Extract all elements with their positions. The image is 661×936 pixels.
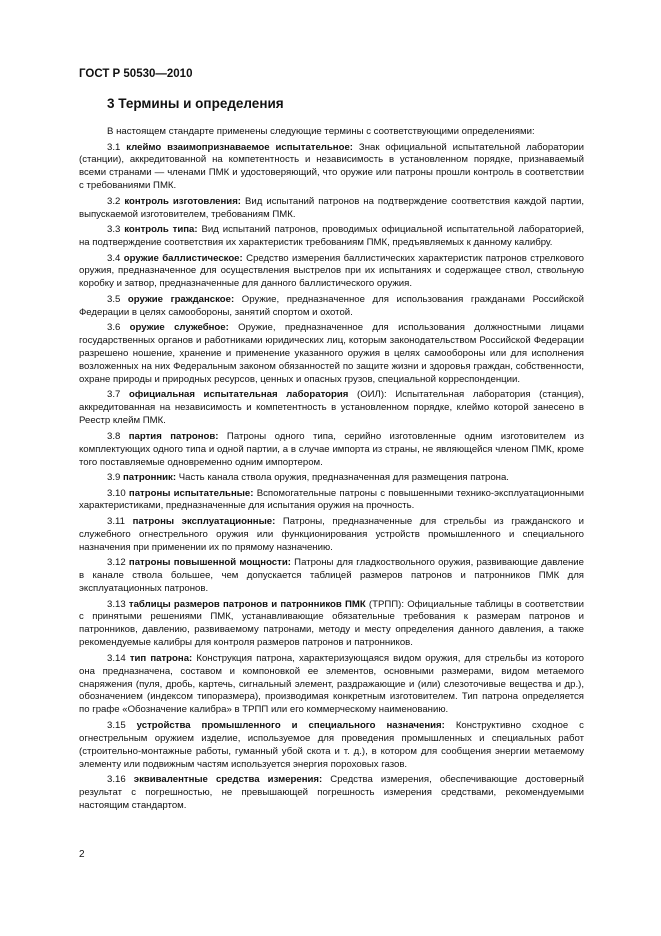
- term-name: патроны повышенной мощности:: [128, 557, 291, 569]
- term-name: контроль изготовления:: [124, 195, 241, 207]
- term-definition: Конструкция патрона, характеризующаяся видом оружия, для стрельбы из которого она предназначена, составом и компоновкой ее элементов, основными размерами, видом метаемого снаряжения (пуля, дробь, картечь, сигнальный элемент, раздражающие и (или) слезоточивые вещества и др.), обозначением (индексом типоразмера), производимая конкретным изготовителем. Тип патрона определяется по графе «Обозначение калибра» в ТРПП или его коммерческому наименованию.: [79, 652, 584, 716]
- term-entry: [79, 142, 584, 194]
- term-definition: Вид испытаний патронов на подтверждение соответствия каждой партии, выпускаемой изготовителем, требованиям ПМК.: [79, 195, 584, 220]
- section-title: 3 Термины и определения: [107, 96, 284, 111]
- term-name: патроны эксплуатационные:: [132, 515, 276, 527]
- term-definition: Патроны для гладкоствольного оружия, развивающие давление в канале ствола большее, чем допускается таблицей размеров патронов и патронников ПМК для эксплуатационных патронов.: [79, 557, 584, 595]
- term-number: 3.3: [107, 224, 121, 236]
- section-body: [79, 126, 584, 815]
- term-name: партия патронов:: [128, 430, 219, 442]
- term-number: 3.15: [107, 719, 126, 731]
- term-name: контроль типа:: [124, 224, 198, 236]
- term-number: 3.11: [107, 515, 125, 527]
- term-definition: Знак официальной испытательной лаборатории (станции), аккредитованной на компетентность и независимость в установленном порядке, признаваемый всеми странами — членами ПМК и удостоверяющий, что оружие или патроны прошли контроль в соответствии с требованиями ПМК.: [79, 141, 585, 192]
- term-entry: [79, 322, 584, 387]
- term-name: эквивалентные средства измерения:: [133, 774, 323, 786]
- term-entry: [79, 557, 584, 596]
- term-entry: [79, 653, 584, 718]
- term-definition: Патроны, предназначенные для стрельбы из гражданского и служебного огнестрельного оружия или функционирования устройств промышленного и специального назначения при применении их по прямому назначению.: [79, 515, 585, 553]
- term-entry: [79, 196, 584, 222]
- term-number: 3.12: [107, 557, 126, 569]
- term-number: 3.10: [107, 487, 126, 499]
- term-number: 3.6: [107, 322, 121, 334]
- term-definition: Патроны одного типа, серийно изготовленные одним изготовителем из комплектующих одного типа и одной партии, а в случае импорта из страны, не являющейся членом ПМК, кроме того поставляемые одновременно одним импортером.: [79, 430, 584, 468]
- term-name: тип патрона:: [129, 652, 193, 664]
- term-definition: Вспомогательные патроны с повышенными технико-эксплуатационными характеристиками, предназначенные для испытания оружия на прочность.: [79, 487, 584, 512]
- term-number: 3.16: [107, 774, 126, 786]
- term-entry: [79, 224, 584, 250]
- term-entry: [79, 472, 584, 485]
- term-definition: Средства измерения, обеспечивающие достоверный результат с погрешностью, не превышающей погрешность измерения средствами, рекомендуемыми настоящим стандартом.: [79, 774, 584, 811]
- term-entry: [79, 774, 584, 813]
- term-definition: Оружие, предназначенное для использования должностными лицами государственных органов и работниками юридических лиц, которым законодательством Российской Федерации разрешено ношение, хранение и применение указанного оружия в целях самообороны или для исполнения возложенных на них Федеральным законом обязанностей по защите жизни и здоровья граждан, собственности, охране природы и природных ресурсов, ценных и опасных грузов, специальной корреспонденции.: [79, 322, 585, 385]
- term-number: 3.9: [107, 472, 121, 483]
- term-name: оружие баллистическое:: [123, 252, 243, 264]
- term-entry: [79, 720, 584, 772]
- term-entry: [79, 294, 584, 320]
- term-definition: Средство измерения баллистических характеристик патронов стрелкового оружия, предназначенное для осуществления выстрелов при их испытаниях и содержащее ствол, ствольную коробку и затвор, предназначенные для данного баллистического оружия.: [79, 252, 585, 290]
- term-number: 3.8: [107, 430, 121, 442]
- term-name: патроны испытательные:: [128, 487, 254, 499]
- term-definition: Вид испытаний патронов, проводимых официальной испытательной лабораторией, на подтверждение соответствия их характеристик требованиям ПМК, предъявляемых к данному калибру.: [79, 224, 584, 249]
- term-name: официальная испытательная лаборатория: [128, 389, 349, 401]
- term-number: 3.14: [107, 652, 126, 664]
- term-name: оружие служебное:: [129, 322, 229, 334]
- term-entry: [79, 389, 584, 428]
- term-definition: (ОИЛ): Испытательная лаборатория (станция), аккредитованная на независимость и компетентность в установленном порядке, клеймо которой занесено в Реестр клейм ПМК.: [79, 389, 585, 427]
- term-number: 3.7: [107, 389, 121, 401]
- term-definition: Часть канала ствола оружия, предназначенная для размещения патрона.: [178, 472, 509, 483]
- page-number: 2: [79, 849, 85, 860]
- term-definition: (ТРПП): Официальные таблицы в соответствии с принятыми решениями ПМК, устанавливающие обязательные требования к размерам патронов и патронников, давлению, развиваемому патронами, методу и месту определения данного давления, а также рекомендуемые калибры для контроля размеров патронов и патронников.: [79, 598, 584, 649]
- term-name: таблицы размеров патронов и патронников ПМК: [128, 598, 366, 610]
- term-number: 3.4: [107, 252, 121, 264]
- document-header: ГОСТ Р 50530—2010: [79, 68, 193, 80]
- term-entry: [79, 431, 584, 470]
- term-definition: Конструктивно сходное с огнестрельным оружием изделие, используемое для проведения промышленных и специальных работ (строительно-монтажные работы, гуманный убой скота и т. д.), в котором для сообщения энергии метаемому элементу или подвижным частям используется энергия пороховых газов.: [79, 719, 584, 770]
- term-number: 3.2: [107, 195, 121, 207]
- term-entry: [79, 599, 584, 651]
- intro-paragraph: В настоящем стандарте применены следующие термины с соответствующими определениями:: [107, 126, 535, 137]
- term-number: 3.1: [107, 141, 121, 153]
- term-entry: [79, 516, 584, 555]
- term-number: 3.5: [107, 293, 121, 305]
- term-name: патронник:: [123, 472, 177, 483]
- term-definition: Оружие, предназначенное для использования гражданами Российской Федерации в целях самообороны, занятий спортом и охотой.: [79, 293, 585, 318]
- terms-list: [79, 142, 584, 813]
- term-entry: [79, 488, 584, 514]
- term-name: клеймо взаимопризнаваемое испытательное:: [126, 141, 353, 153]
- term-number: 3.13: [107, 598, 126, 610]
- term-name: оружие гражданское:: [127, 293, 235, 305]
- term-entry: [79, 253, 584, 292]
- term-name: устройства промышленного и специального назначения:: [136, 719, 445, 731]
